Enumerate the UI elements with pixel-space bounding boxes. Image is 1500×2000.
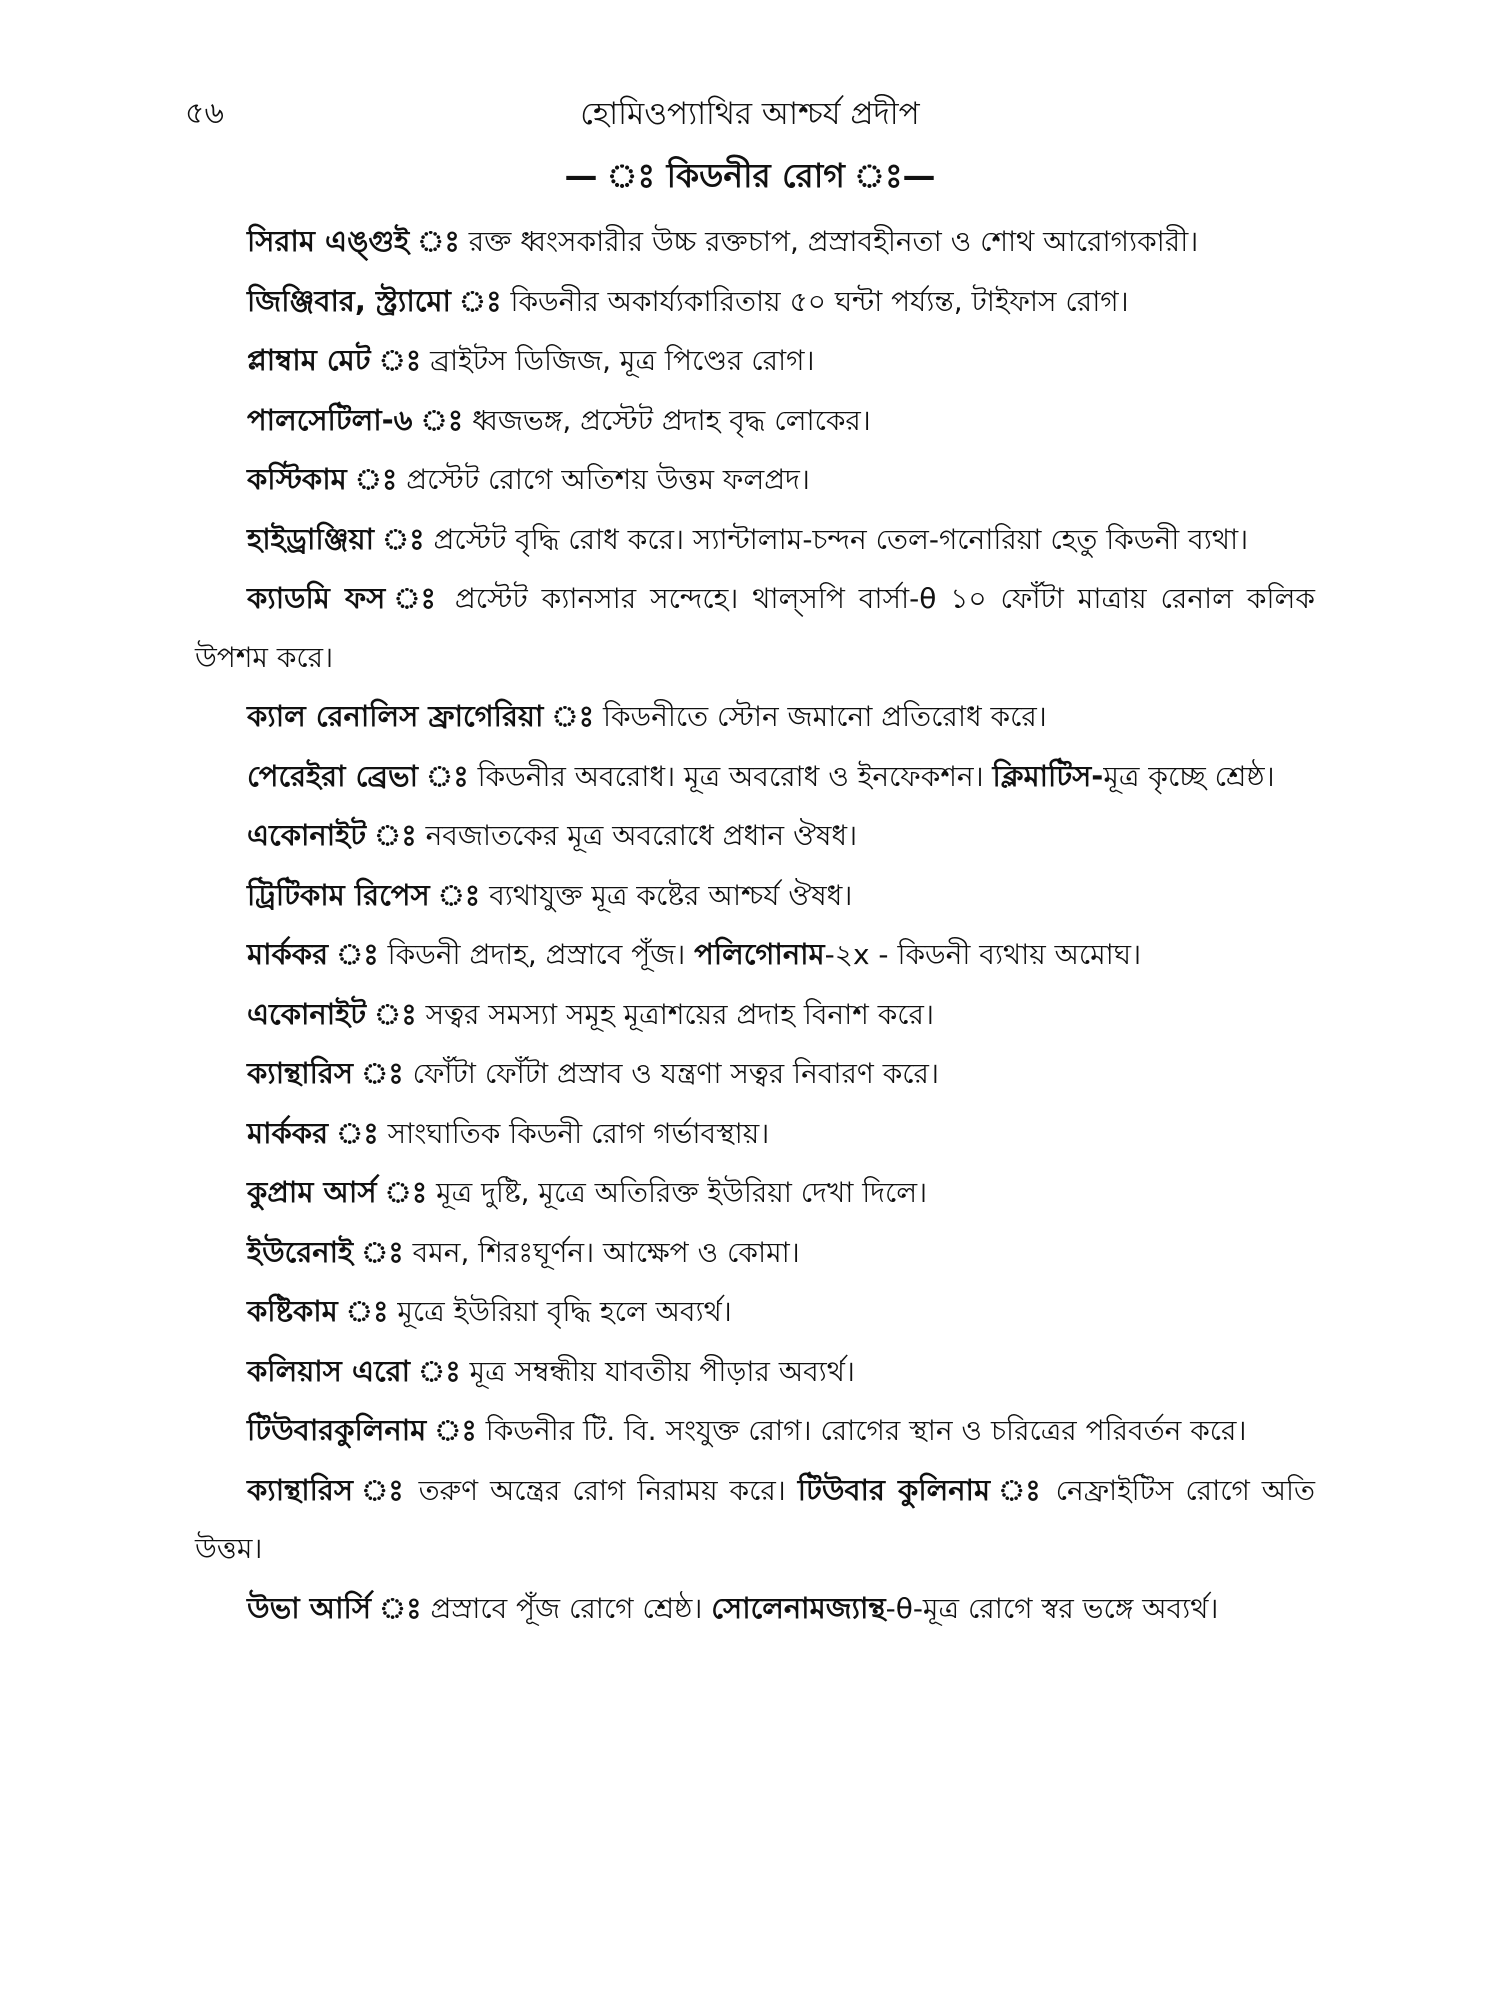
remedy-description: সত্বর সমস্যা সমূহ মূত্রাশয়ের প্রদাহ বিনাশ করে। — [425, 997, 934, 1031]
remedy-name: জিঞ্জিবার, স্ট্র্যামো ঃ — [247, 283, 502, 318]
remedy-entry — [195, 1461, 1315, 1579]
remedy-description: তরুণ অন্ত্রের রোগ নিরাময় করে। — [418, 1473, 786, 1507]
section-heading: — ঃ কিডনীর রোগ ঃ— — [564, 156, 936, 195]
remedy-entry — [195, 806, 1315, 866]
remedy-description-secondary: নেফ্রাইটিস রোগে অতি উত্তম। — [195, 1473, 1315, 1565]
page-number: ৫৬ — [185, 96, 224, 131]
remedy-entry — [195, 331, 1315, 391]
remedy-entry — [195, 687, 1315, 747]
remedy-name: ট্রিটিকাম রিপেস ঃ — [247, 877, 481, 912]
remedy-description-secondary: -২x - কিডনী ব্যথায় অমোঘ। — [824, 938, 1142, 971]
remedy-description: প্রস্টেট বৃদ্ধি রোধ করে। স্যান্টালাম-চন্দন তেল-গনোরিয়া হেতু কিডনী ব্যথা। — [433, 522, 1249, 556]
remedy-description-secondary: মূত্র কৃচ্ছে শ্রেষ্ঠ। — [1103, 759, 1275, 793]
remedy-description: ধ্বজভঙ্গ, প্রস্টেট প্রদাহ বৃদ্ধ লোকের। — [472, 403, 871, 437]
remedy-description: প্রস্টেট ক্যানসার সন্দেহে। থাল্‌সপি বার্সা-θ ১০ ফোঁটা মাত্রায় রেনাল কলিক উপশম করে। — [195, 582, 1315, 674]
remedy-name: কলিয়াস এরো ঃ — [247, 1353, 461, 1388]
remedy-description: কিডনীতে স্টোন জমানো প্রতিরোধ করে। — [602, 700, 1047, 733]
remedy-entry — [195, 1342, 1315, 1402]
remedy-description: মূত্র দুষ্টি, মূত্রে অতিরিক্ত ইউরিয়া দেখা দিলে। — [436, 1176, 928, 1209]
remedy-description: কিডনীর টি. বি. সংযুক্ত রোগ। রোগের স্থান ও চরিত্রের পরিবর্তন করে। — [485, 1414, 1247, 1447]
remedy-entry — [195, 569, 1315, 687]
remedy-entry — [195, 1163, 1315, 1223]
running-head — [185, 86, 1315, 142]
remedy-name: ইউরেনাই ঃ — [247, 1234, 404, 1269]
remedy-name-secondary: সোলেনামজ্যান্থ — [711, 1590, 886, 1625]
book-title: হোমিওপ্যাথির আশ্চর্য প্রদীপ — [580, 96, 920, 132]
remedy-name: একোনাইট ঃ — [247, 996, 417, 1031]
remedy-entry — [195, 1401, 1315, 1461]
remedy-description: প্রস্রাবে পূঁজ রোগে শ্রেষ্ঠ। — [430, 1591, 703, 1625]
remedy-name: প্লাম্বাম মেট ঃ — [247, 343, 422, 377]
remedy-description: প্রস্টেট রোগে অতিশয় উত্তম ফলপ্রদ। — [406, 463, 810, 496]
remedy-name: সিরাম এঙ্গুই ঃ — [247, 224, 460, 258]
remedy-entry — [195, 1044, 1315, 1104]
remedy-entry — [195, 1104, 1315, 1164]
remedy-description: সাংঘাতিক কিডনী রোগ গর্ভাবস্থায়। — [387, 1116, 770, 1150]
remedy-entry — [195, 212, 1315, 272]
remedy-name: ক্যান্থারিস ঃ — [247, 1472, 407, 1507]
remedy-entry — [195, 391, 1315, 451]
remedy-description: ব্রাইটস ডিজিজ, মূত্র পিণ্ডের রোগ। — [430, 344, 815, 377]
remedy-entry — [195, 1223, 1315, 1283]
remedy-entry — [195, 510, 1315, 570]
remedy-name: ক্যান্থারিস ঃ — [247, 1056, 404, 1090]
remedy-name: উভা আর্সি ঃ — [247, 1590, 422, 1625]
remedy-entry — [195, 925, 1315, 985]
remedy-name-secondary: ক্লিমাটিস- — [992, 758, 1104, 793]
remedy-description: কিডনীর অকার্য্যকারিতায় ৫০ ঘন্টা পর্য্যন্ত, টাইফাস রোগ। — [510, 284, 1129, 318]
remedy-name: পেরেইরা ব্রেভা ঃ — [247, 758, 469, 793]
remedy-name: পালসেটিলা-৬ ঃ — [247, 402, 464, 437]
remedy-entry — [195, 747, 1315, 807]
remedy-description: ব্যথাযুক্ত মূত্র কষ্টের আশ্চর্য ঔষধ। — [489, 878, 853, 912]
remedy-description-secondary: -θ-মূত্র রোগে স্বর ভঙ্গে অব্যর্থ। — [885, 1591, 1219, 1625]
remedy-entry — [195, 1282, 1315, 1342]
remedy-entry — [195, 272, 1315, 332]
remedy-name: মার্ককর ঃ — [247, 937, 379, 971]
remedy-name: হাইড্রাঞ্জিয়া ঃ — [247, 521, 425, 556]
remedy-entry — [195, 1579, 1315, 1639]
remedy-name: টিউবারকুলিনাম ঃ — [247, 1413, 477, 1447]
remedy-name-secondary: পলিগোনাম — [694, 937, 825, 971]
remedy-name: কুপ্রাম আর্স ঃ — [247, 1175, 428, 1209]
remedy-description: নবজাতকের মূত্র অবরোধে প্রধান ঔষধ। — [425, 819, 858, 852]
remedy-description: কিডনীর অবরোধ। মূত্র অবরোধ ও ইনফেকশন। — [477, 759, 984, 793]
remedy-description: ফোঁটা ফোঁটা প্রস্রাব ও যন্ত্রণা সত্বর নিবারণ করে। — [412, 1057, 939, 1090]
remedy-description: মূত্রে ইউরিয়া বৃদ্ধি হলে অব্যর্থ। — [397, 1295, 732, 1328]
remedy-name: একোনাইট ঃ — [247, 818, 417, 852]
remedy-name-secondary: টিউবার কুলিনাম ঃ — [797, 1472, 1044, 1507]
remedy-description: রক্ত ধ্বংসকারীর উচ্চ রক্তচাপ, প্রস্রাবহীনতা ও শোথ আরোগ্যকারী। — [468, 225, 1199, 258]
remedy-description: বমন, শিরঃঘূর্ণন। আক্ষেপ ও কোমা। — [412, 1235, 800, 1269]
remedy-name: ক্যাডমি ফস ঃ — [247, 581, 441, 615]
remedy-name: ক্যাল রেনালিস ফ্রাগেরিয়া ঃ — [247, 699, 595, 733]
remedy-name: কস্টিকাম ঃ — [247, 462, 398, 496]
remedy-entry — [195, 450, 1315, 510]
remedy-entry — [195, 985, 1315, 1045]
remedy-name: মার্ককর ঃ — [247, 1115, 379, 1150]
remedy-entry — [195, 866, 1315, 926]
remedy-name: কষ্টিকাম ঃ — [247, 1294, 389, 1328]
remedy-description: মূত্র সম্বন্ধীয় যাবতীয় পীড়ার অব্যর্থ। — [469, 1354, 855, 1388]
remedy-list — [195, 212, 1315, 1638]
remedy-description: কিডনী প্রদাহ, প্রস্রাবে পূঁজ। — [387, 938, 686, 971]
